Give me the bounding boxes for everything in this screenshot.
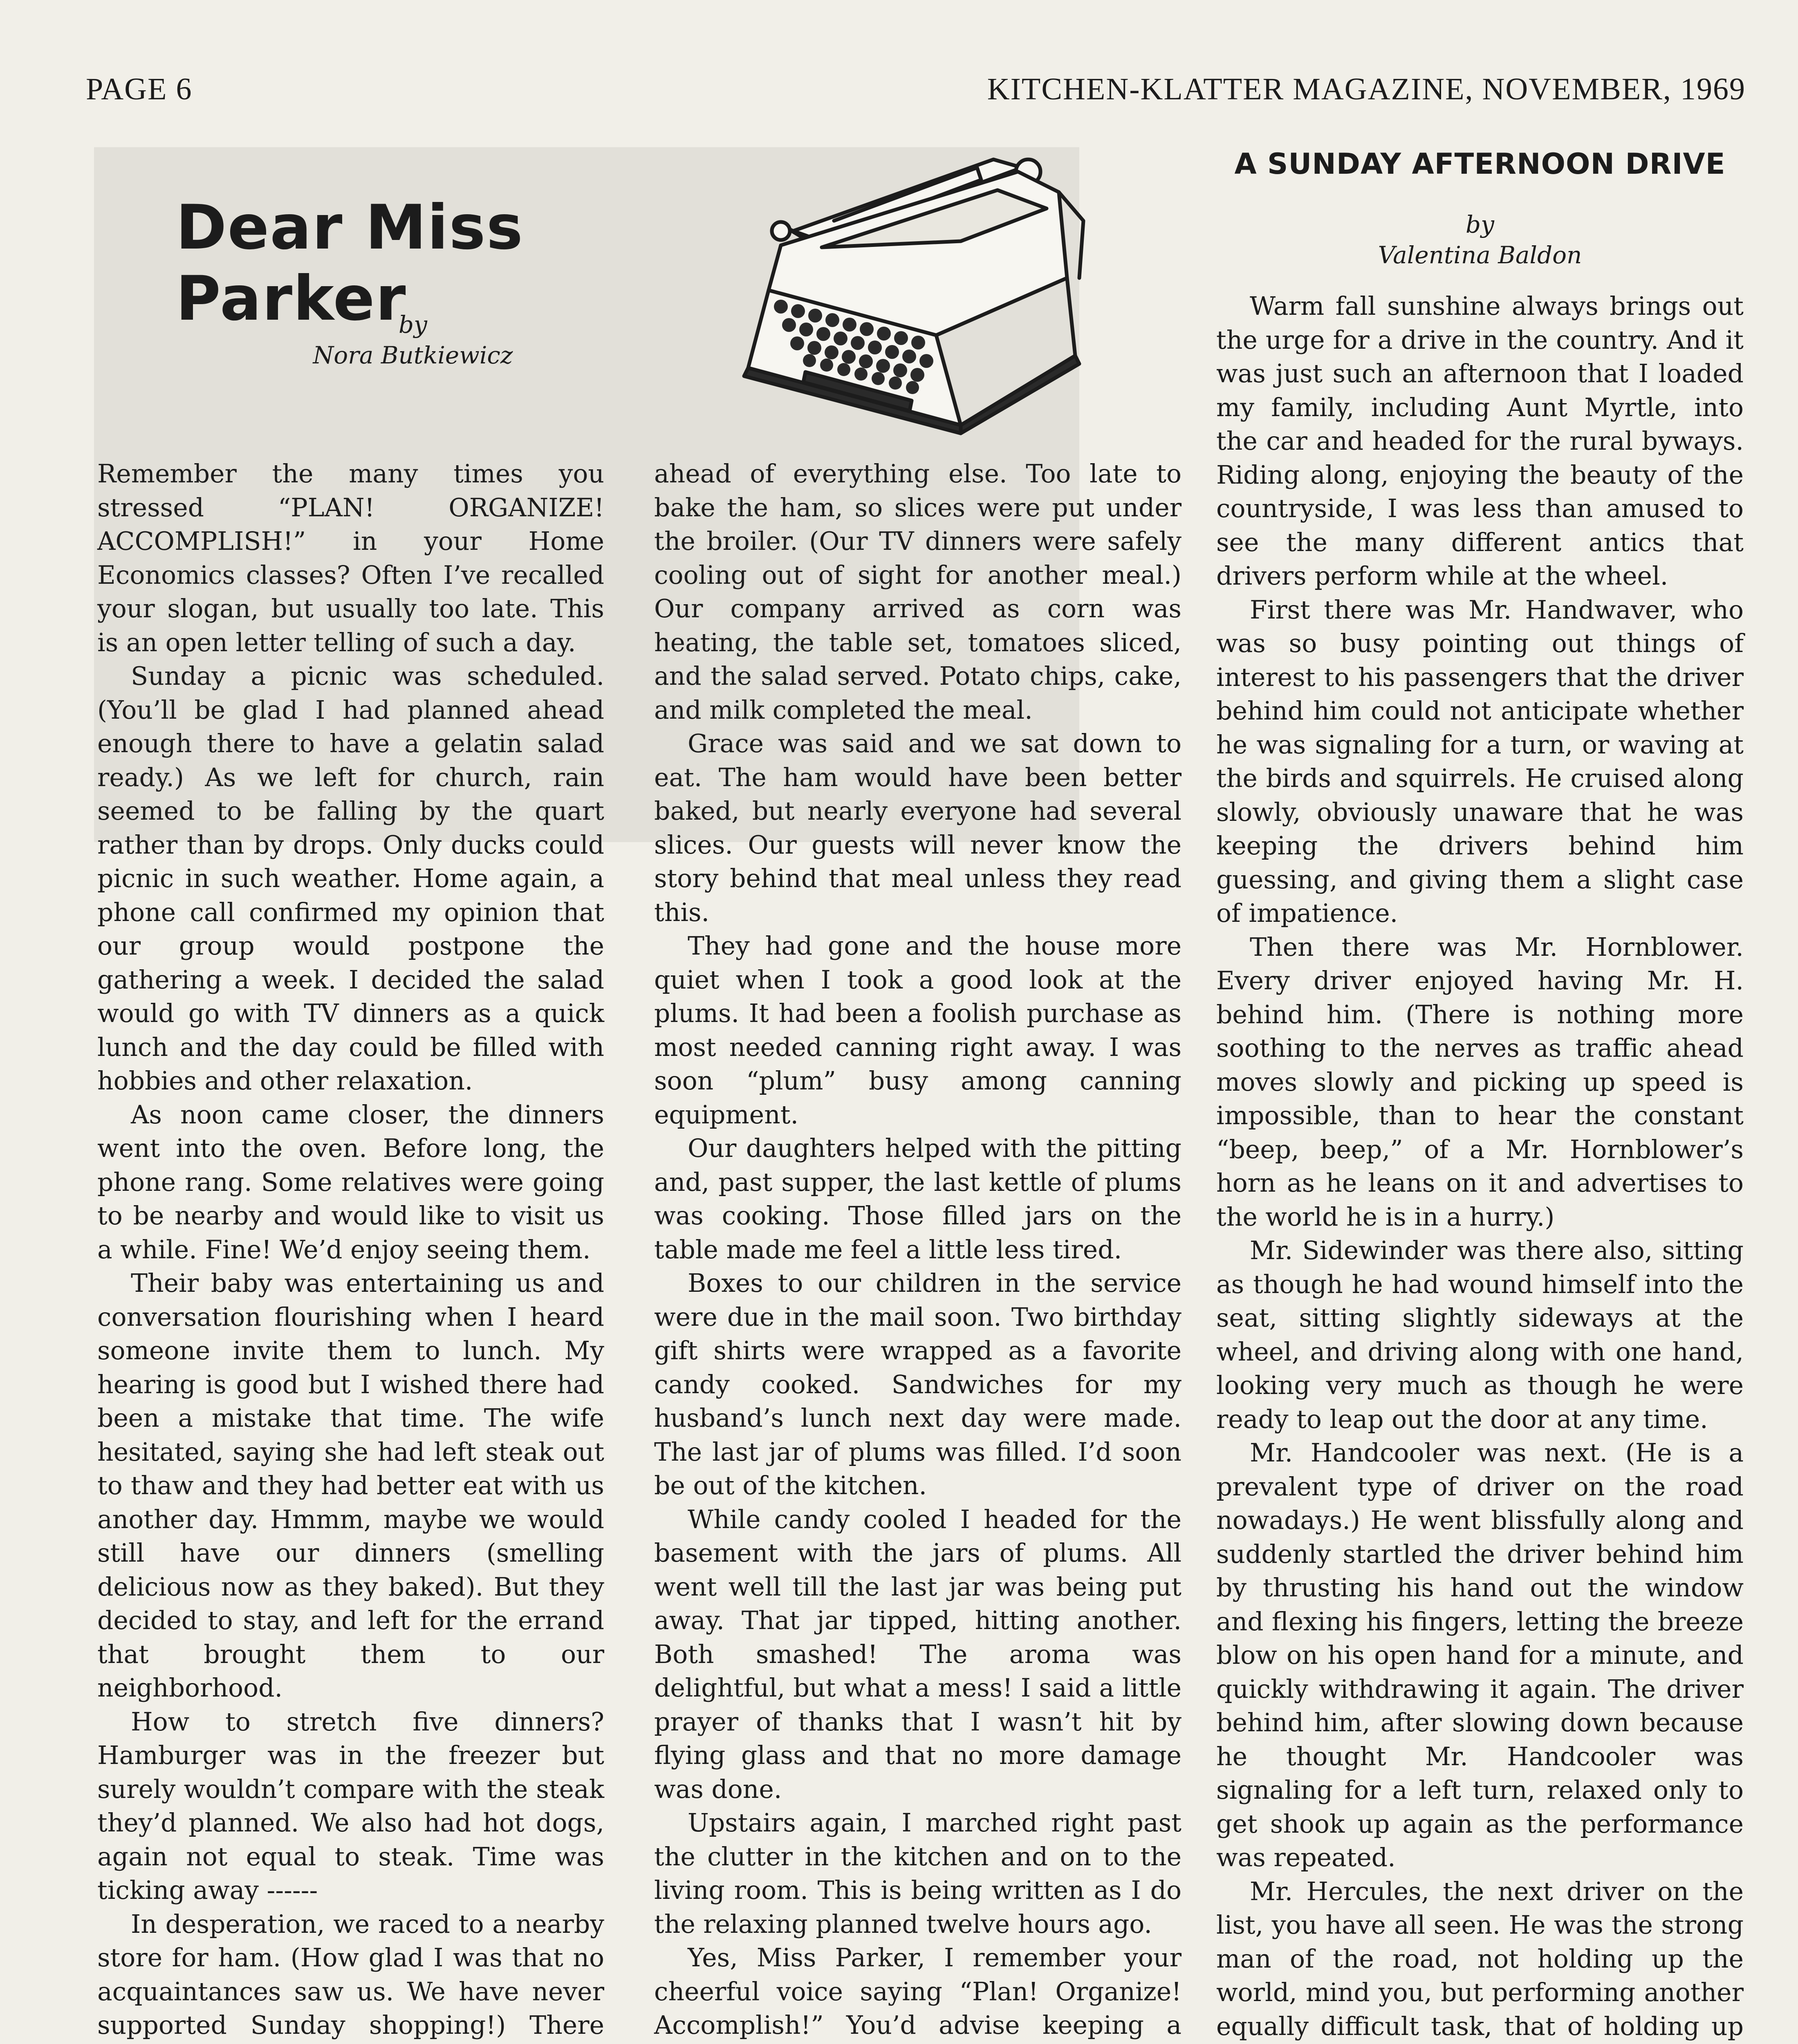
byline-author: Nora Butkiewicz (313, 341, 513, 369)
byline-by: by (399, 311, 427, 338)
paragraph: Boxes to our children in the service were due in the mail soon. Two birthday gift shirts were wrapped as a favorite candy cooked. Sandwiches for my husband’s lunch next day were made. The last jar of plums was filled. I’d soon be out of the kitchen. (654, 1269, 1181, 1500)
typewriter-illustration (732, 143, 1100, 442)
paragraph: They had gone and the house more quiet when I took a good look at the plums. It had been a foolish purchase as most needed canning right away. I was soon “plum” busy among canning equipment. (654, 931, 1181, 1130)
publication-line: KITCHEN-KLATTER MAGAZINE, NOVEMBER, 1969 (987, 72, 1746, 106)
paragraph: Remember the many times you stressed “PLAN! ORGANIZE! ACCOMPLISH!” in your Home Economics classes? Often I’ve recalled your slogan, but usually too late. This is an open letter telling of such a day. (97, 459, 604, 657)
article1-column-1 (97, 457, 604, 2044)
page-header (86, 72, 1746, 117)
paragraph: Grace was said and we sat down to eat. The ham would have been better baked, but nearly everyone had several slices. Our guests will never know the story behind that meal unless they read this. (654, 729, 1181, 927)
paragraph: Yes, Miss Parker, I remember your cheerful voice saying “Plan! Organize! Accomplish!” You’d advise keeping a (654, 1943, 1181, 2040)
article2-title: A SUNDAY AFTERNOON DRIVE (1234, 147, 1726, 181)
paragraph: Mr. Handcooler was next. (He is a prevalent type of driver on the road nowadays.) He went blissfully along and suddenly startled the driver behind him by thrusting his hand out the window and flexing his fingers, letting the breeze blow on his open hand for a minute, and quickly withdrawing it again. The driver behind him, after slowing down because he thought Mr. Handcooler was signaling for a left turn, relaxed only to get shook up again as the performance was repeated. (1216, 1438, 1744, 1872)
paragraph: First there was Mr. Handwaver, who was so busy pointing out things of interest to his passengers that the driver behind him could not anticipate whether he was signaling for a turn, or waving at the birds and squirrels. He cruised along slowly, obviously unaware that he was keeping the drivers behind him guessing, and giving them a slight case of impatience. (1216, 595, 1744, 928)
paragraph: How to stretch five dinners? Hamburger was in the freezer but surely wouldn’t compare with the steak they’d planned. We also had hot dogs, again not equal to steak. Time was ticking away ------ (97, 1707, 604, 1905)
paragraph: Mr. Hercules, the next driver on the list, you have all seen. He was the strong man of the road, not holding up the world, mind you, but performing another equally difficult task, that of holding up (1216, 1876, 1744, 2041)
paragraph: Their baby was entertaining us and conversation flourishing when I heard someone invite them to lunch. My hearing is good but I wished there had been a mistake that time. The wife hesitated, saying she had left steak out to thaw and they had better eat with us another day. Hmmm, maybe we would still have our dinners (smelling delicious now as they baked). But they decided to stay, and left for the errand that brought them to our neighborhood. (97, 1269, 604, 1703)
paragraph: ahead of everything else. Too late to bake the ham, so slices were put under the broiler. (Our TV dinners were safely cooling out of sight for another meal.) Our company arrived as corn was heating, the table set, tomatoes sliced, and the salad served. Potato chips, cake, and milk completed the meal. (654, 459, 1181, 725)
paragraph: Warm fall sunshine always brings out the urge for a drive in the country. And it was just such an afternoon that I loaded my family, including Aunt Myrtle, into the car and headed for the rural byways. Riding along, enjoying the beauty of the countryside, I was less than amused to see the many different antics that drivers perform while at the wheel. (1216, 291, 1744, 591)
article2-byline-by: by (1466, 211, 1494, 238)
article2-column (1216, 289, 1744, 2044)
paragraph: As noon came closer, the dinners went into the oven. Before long, the phone rang. Some relatives were going to be nearby and would like to visit us a while. Fine! We’d enjoy seeing them. (97, 1100, 604, 1264)
paragraph: Mr. Sidewinder was there also, sitting as though he had wound himself into the seat, sitting slightly sideways at the wheel, and driving along with one hand, looking very much as though he were ready to leap out the door at any time. (1216, 1236, 1744, 1434)
paragraph: In desperation, we raced to a nearby store for ham. (How glad I was that no acquaintances saw us. We have never supported Sunday shopping!) There (97, 1909, 604, 2040)
article2-byline-author: Valentina Baldon (1378, 241, 1582, 269)
paragraph: Upstairs again, I marched right past the clutter in the kitchen and on to the living room. This is being written as I do the relaxing planned twelve hours ago. (654, 1808, 1181, 1939)
paragraph: Then there was Mr. Hornblower. Every driver enjoyed having Mr. H. behind him. (There is nothing more soothing to the nerves as traffic ahead moves slowly and picking up speed is impossible, than to hear the constant “beep, beep,” of a Mr. Hornblower’s horn as he leans on it and advertises to the world he is in a hurry.) (1216, 932, 1744, 1232)
page-number: PAGE 6 (86, 72, 193, 106)
paragraph: While candy cooled I headed for the basement with the jars of plums. All went well till the last jar was being put away. That jar tipped, hitting another. Both smashed! The aroma was delightful, but what a mess! I said a little prayer of thanks that I wasn’t hit by flying glass and that no more damage was done. (654, 1504, 1181, 1804)
article-title: Dear Miss Parker (176, 192, 524, 334)
paragraph: Our daughters helped with the pitting and, past supper, the last kettle of plums was cooking. Those filled jars on the table made me feel a little less tired. (654, 1134, 1181, 1264)
paragraph: Sunday a picnic was scheduled. (You’ll be glad I had planned ahead enough there to have a gelatin salad ready.) As we left for church, rain seemed to be falling by the quart rather than by drops. Only ducks could picnic in such weather. Home again, a phone call confirmed my opinion that our group would postpone the gathering a week. I decided the salad would go with TV dinners as a quick lunch and the day could be filled with hobbies and other relaxation. (97, 661, 604, 1096)
article1-column-2 (654, 457, 1181, 2044)
